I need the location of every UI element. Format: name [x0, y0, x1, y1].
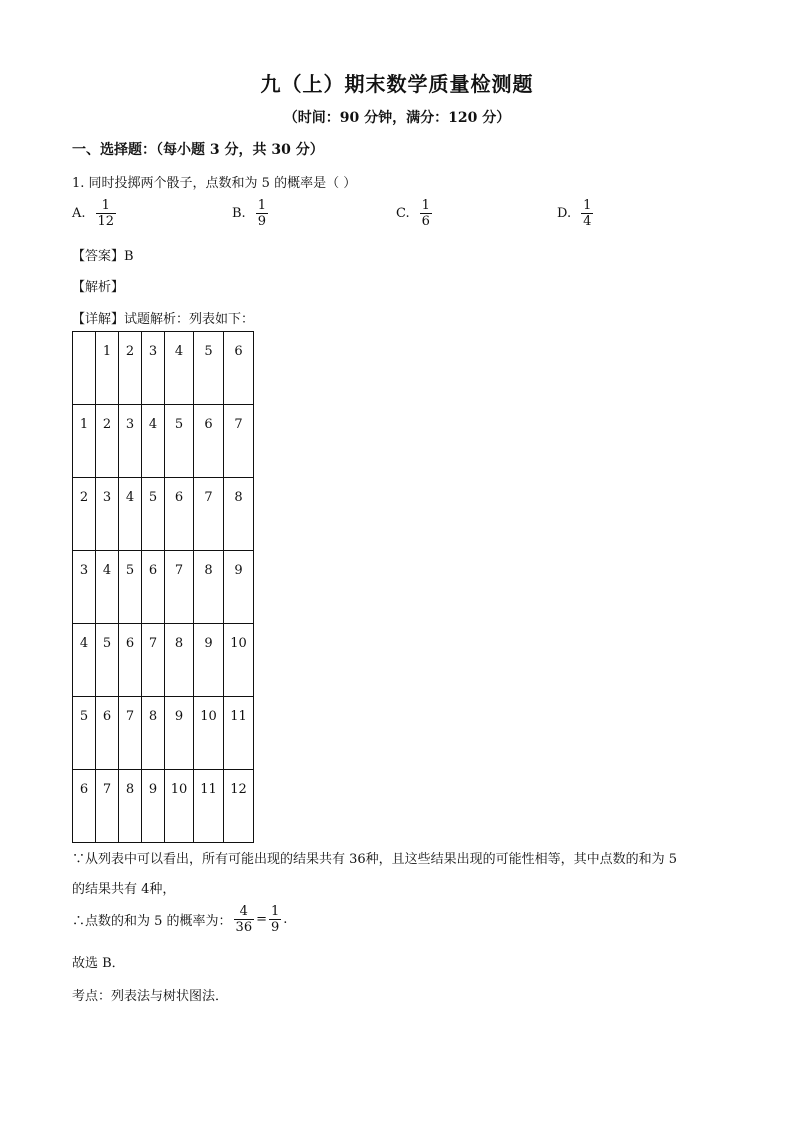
table-cell: 3: [142, 332, 165, 405]
table-cell: 3: [73, 551, 96, 624]
table-cell: 4: [96, 551, 119, 624]
fraction-4-36: $\frac{4}{36}$: [235, 904, 253, 935]
table-cell: 4: [73, 624, 96, 697]
table-row: [73, 478, 254, 551]
detail-label: 【详解】试题解析：列表如下：: [72, 312, 255, 327]
table-cell: 3: [119, 405, 142, 478]
table-cell: 10: [224, 624, 254, 697]
table-cell: 10: [194, 697, 224, 770]
table-cell: 9: [165, 697, 194, 770]
fraction-1-9: $\frac{1}{9}$: [271, 904, 280, 935]
explanation-line-1: ∵从列表中可以看出，所有可能出现的结果共有 36种，且这些结果出现的可能性相等，其中点数的和为 5: [72, 852, 678, 867]
table-cell: 5: [96, 624, 119, 697]
table-cell: 6: [165, 478, 194, 551]
table-cell: 9: [224, 551, 254, 624]
table-row: [73, 405, 254, 478]
table-cell: 2: [119, 332, 142, 405]
explanation-line-2: 的结果共有 4种，: [72, 882, 176, 897]
table-cell: 8: [119, 770, 142, 843]
table-cell: 6: [119, 624, 142, 697]
table-cell: 5: [73, 697, 96, 770]
table-row: [73, 624, 254, 697]
table-cell: [73, 332, 96, 405]
table-cell: 7: [165, 551, 194, 624]
option-letter: C.: [396, 206, 410, 221]
table-cell: 6: [96, 697, 119, 770]
table-row: [73, 551, 254, 624]
table-cell: 2: [73, 478, 96, 551]
table-cell: 8: [194, 551, 224, 624]
table-cell: 7: [194, 478, 224, 551]
table-cell: 6: [224, 332, 254, 405]
option-c: [396, 198, 434, 229]
table-cell: 1: [73, 405, 96, 478]
table-cell: 8: [142, 697, 165, 770]
table-cell: 6: [73, 770, 96, 843]
question-stem: 1. 同时投掷两个骰子，点数和为 5 的概率是（ ）: [72, 176, 357, 191]
option-a: [72, 198, 118, 229]
table-cell: 10: [165, 770, 194, 843]
topic-line: 考点：列表法与树状图法．: [72, 989, 229, 1004]
table-cell: 6: [142, 551, 165, 624]
section-heading: 一、选择题：（每小题 3 分，共 30 分）: [72, 142, 324, 158]
option-letter: D.: [557, 206, 572, 221]
table-cell: 11: [194, 770, 224, 843]
table-row: [73, 770, 254, 843]
table-cell: 9: [194, 624, 224, 697]
choose-line: 故选 B．: [72, 956, 125, 971]
table-cell: 3: [96, 478, 119, 551]
table-cell: 5: [165, 405, 194, 478]
table-cell: 4: [165, 332, 194, 405]
period: .: [283, 912, 288, 927]
page-title: 九（上）期末数学质量检测题: [260, 72, 534, 96]
option-fraction: $\frac{1}{6}$: [421, 198, 430, 229]
dice-sum-table: [72, 331, 254, 843]
table-cell: 8: [224, 478, 254, 551]
table-cell: 4: [119, 478, 142, 551]
option-d: [557, 198, 595, 229]
table-cell: 4: [142, 405, 165, 478]
table-cell: 6: [194, 405, 224, 478]
table-cell: 7: [119, 697, 142, 770]
option-b: [232, 198, 270, 229]
table-cell: 5: [142, 478, 165, 551]
table-header-row: [73, 332, 254, 405]
option-fraction: $\frac{1}{12}$: [97, 198, 115, 229]
probability-prefix: ∴点数的和为 5 的概率为：: [72, 914, 232, 929]
probability-line: [72, 904, 287, 935]
table-cell: 5: [119, 551, 142, 624]
table-cell: 11: [224, 697, 254, 770]
option-fraction: $\frac{1}{4}$: [583, 198, 592, 229]
answer-line: 【答案】B: [72, 249, 134, 264]
table-cell: 7: [224, 405, 254, 478]
table-cell: 8: [165, 624, 194, 697]
table-cell: 9: [142, 770, 165, 843]
table-cell: 7: [96, 770, 119, 843]
option-fraction: $\frac{1}{9}$: [257, 198, 266, 229]
table-cell: 12: [224, 770, 254, 843]
exam-info: （时间：90 分钟，满分：120 分）: [283, 110, 511, 126]
table-cell: 2: [96, 405, 119, 478]
table-cell: 1: [96, 332, 119, 405]
table-row: [73, 697, 254, 770]
analysis-label: 【解析】: [72, 280, 125, 295]
equals-sign: =: [256, 912, 267, 927]
option-letter: A.: [72, 206, 86, 221]
table-cell: 5: [194, 332, 224, 405]
table-cell: 7: [142, 624, 165, 697]
option-letter: B.: [232, 206, 246, 221]
